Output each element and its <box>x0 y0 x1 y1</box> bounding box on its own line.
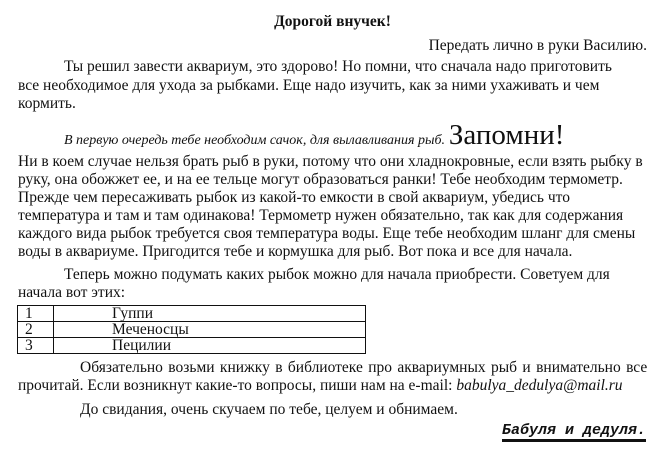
row-number: 1 <box>18 306 54 322</box>
table-row <box>18 322 366 338</box>
paragraph4-line2 <box>18 377 623 395</box>
paragraph2-line5: каждого вида рыбок требуется своя температура воды. Еще тебе необходим шланг для смены <box>18 225 636 242</box>
emphasis-remember: Запомни! <box>448 119 565 151</box>
paragraph2-intro-row <box>64 120 564 150</box>
row-number: 3 <box>18 338 54 354</box>
paragraph2-line3: Прежде чем пересаживать рыбок из какой-то емкости в свой аквариум, убедись что <box>18 189 570 206</box>
fish-table <box>17 305 366 354</box>
table-row <box>18 306 366 322</box>
table-row <box>18 338 366 354</box>
signature: Бабуля и дедуля. <box>502 422 646 442</box>
paragraph2-line1: Ни в коем случае нельзя брать рыб в руки, потому что они хладнокровные, если взять рыбку в <box>18 153 643 170</box>
paragraph3-line1: Теперь можно подумать каких рыбок можно для начала приобрести. Советуем для <box>64 266 610 283</box>
farewell: До свидания, очень скучаем по тебе, целуем и обнимаем. <box>80 401 458 418</box>
fish-name: Пецилии <box>54 338 366 354</box>
paragraph2-line4: температура и там и там одинакова! Термометр нужен обязательно, так как для содержания <box>18 207 624 224</box>
paragraph4-line1: Обязательно возьми книжку в библиотеке про аквариумных рыб и внимательно все <box>80 359 648 376</box>
fish-name: Гуппи <box>54 306 366 322</box>
paragraph3-line2: начала вот этих: <box>18 284 126 301</box>
paragraph1-line1: Ты решил завести аквариум, это здорово! Но помни, что сначала надо приготовить <box>64 58 612 75</box>
paragraph1-line3: кормить. <box>18 95 76 112</box>
paragraph4-line2-text: прочитай. Если возникнут какие-то вопросы, пиши нам на e-mail: <box>18 377 453 394</box>
letter-title: Дорогой внучек! <box>274 13 391 30</box>
italic-intro: В первую очередь тебе необходим сачок, для вылавливания рыб. <box>64 133 445 148</box>
email-link[interactable]: babulya_dedulya@mail.ru <box>456 377 623 394</box>
delivery-note: Передать лично в руки Василию. <box>428 37 647 54</box>
paragraph2-line2: руку, она обожжет ее, и на ее тельце могут образоваться ранки! Тебе необходим термометр. <box>18 171 623 188</box>
row-number: 2 <box>18 322 54 338</box>
fish-name: Меченосцы <box>54 322 366 338</box>
paragraph2-line6: воды в аквариуме. Пригодится тебе и кормушка для рыб. Вот пока и все для начала. <box>18 243 573 260</box>
paragraph1-line2: все необходимое для ухода за рыбками. Еще надо изучить, как за ними ухаживать и чем <box>18 77 600 94</box>
